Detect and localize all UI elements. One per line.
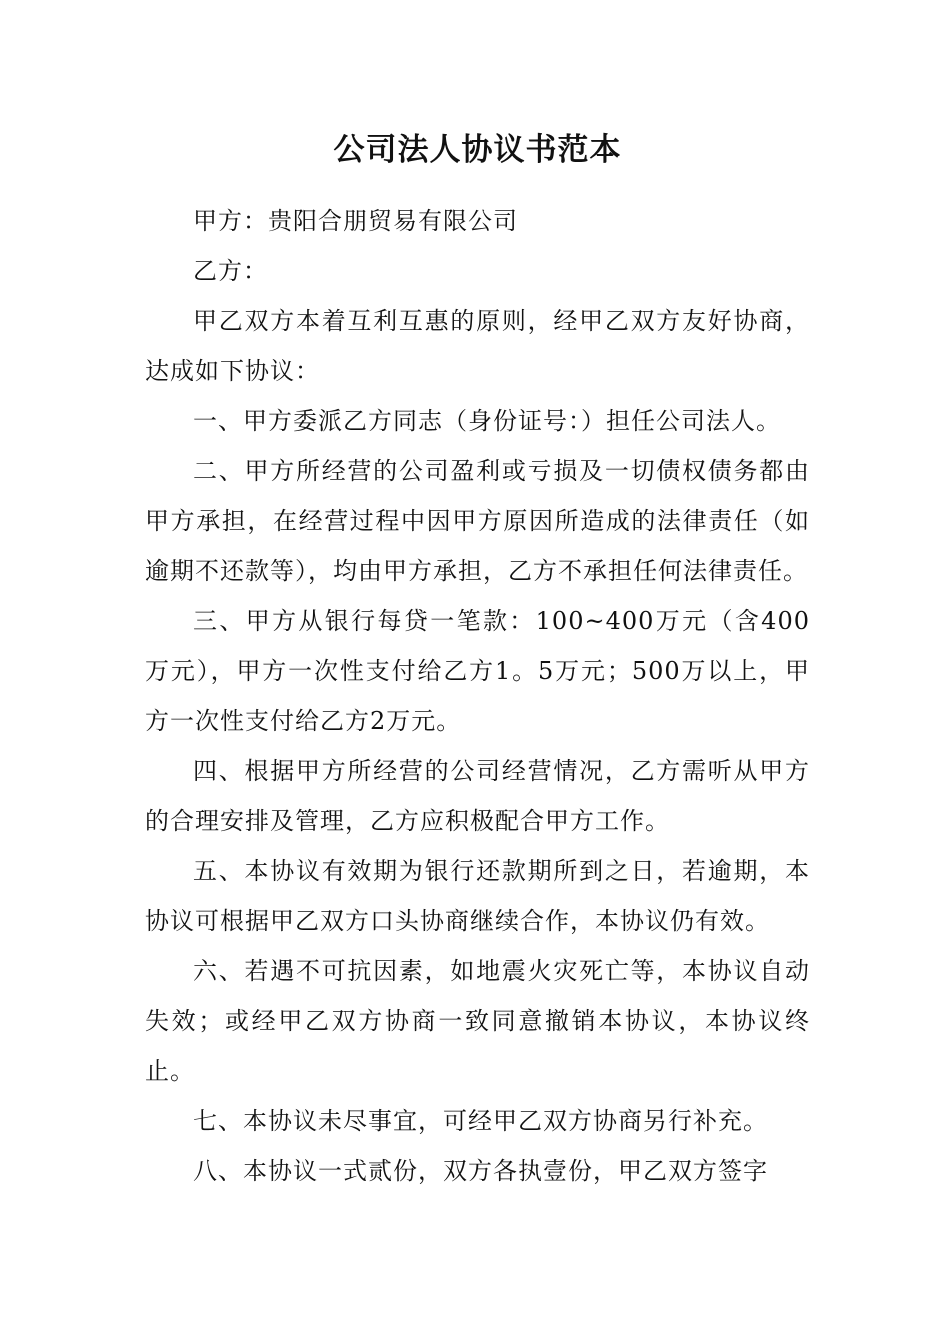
document-page bbox=[145, 120, 810, 1196]
party-a-line: 甲方：贵阳合朋贸易有限公司 bbox=[193, 207, 518, 235]
clause-7: 七、本协议未尽事宜，可经甲乙双方协商另行补充。 bbox=[193, 1107, 768, 1135]
party-b-line: 乙方： bbox=[193, 257, 268, 285]
clause-3: 三、甲方从银行每贷一笔款：100~400万元（含400万元），甲方一次性支付给乙方1。5万元；500万以上，甲方一次性支付给乙方2万元。 bbox=[145, 607, 810, 735]
preamble-paragraph: 甲乙双方本着互利互惠的原则，经甲乙双方友好协商，达成如下协议： bbox=[145, 307, 810, 385]
clause-8: 八、本协议一式贰份，双方各执壹份，甲乙双方签字 bbox=[193, 1157, 768, 1185]
clause-5: 五、本协议有效期为银行还款期所到之日，若逾期，本协议可根据甲乙双方口头协商继续合作，本协议仍有效。 bbox=[145, 857, 810, 935]
clause-4: 四、根据甲方所经营的公司经营情况，乙方需听从甲方的合理安排及管理，乙方应积极配合甲方工作。 bbox=[145, 757, 810, 835]
clause-2: 二、甲方所经营的公司盈利或亏损及一切债权债务都由甲方承担，在经营过程中因甲方原因所造成的法律责任（如逾期不还款等），均由甲方承担，乙方不承担任何法律责任。 bbox=[145, 457, 810, 585]
document-title: 公司法人协议书范本 bbox=[333, 132, 622, 168]
clause-6: 六、若遇不可抗因素，如地震火灾死亡等，本协议自动失效；或经甲乙双方协商一致同意撤销本协议，本协议终止。 bbox=[145, 957, 810, 1085]
clause-1: 一、甲方委派乙方同志（身份证号：）担任公司法人。 bbox=[193, 407, 781, 435]
